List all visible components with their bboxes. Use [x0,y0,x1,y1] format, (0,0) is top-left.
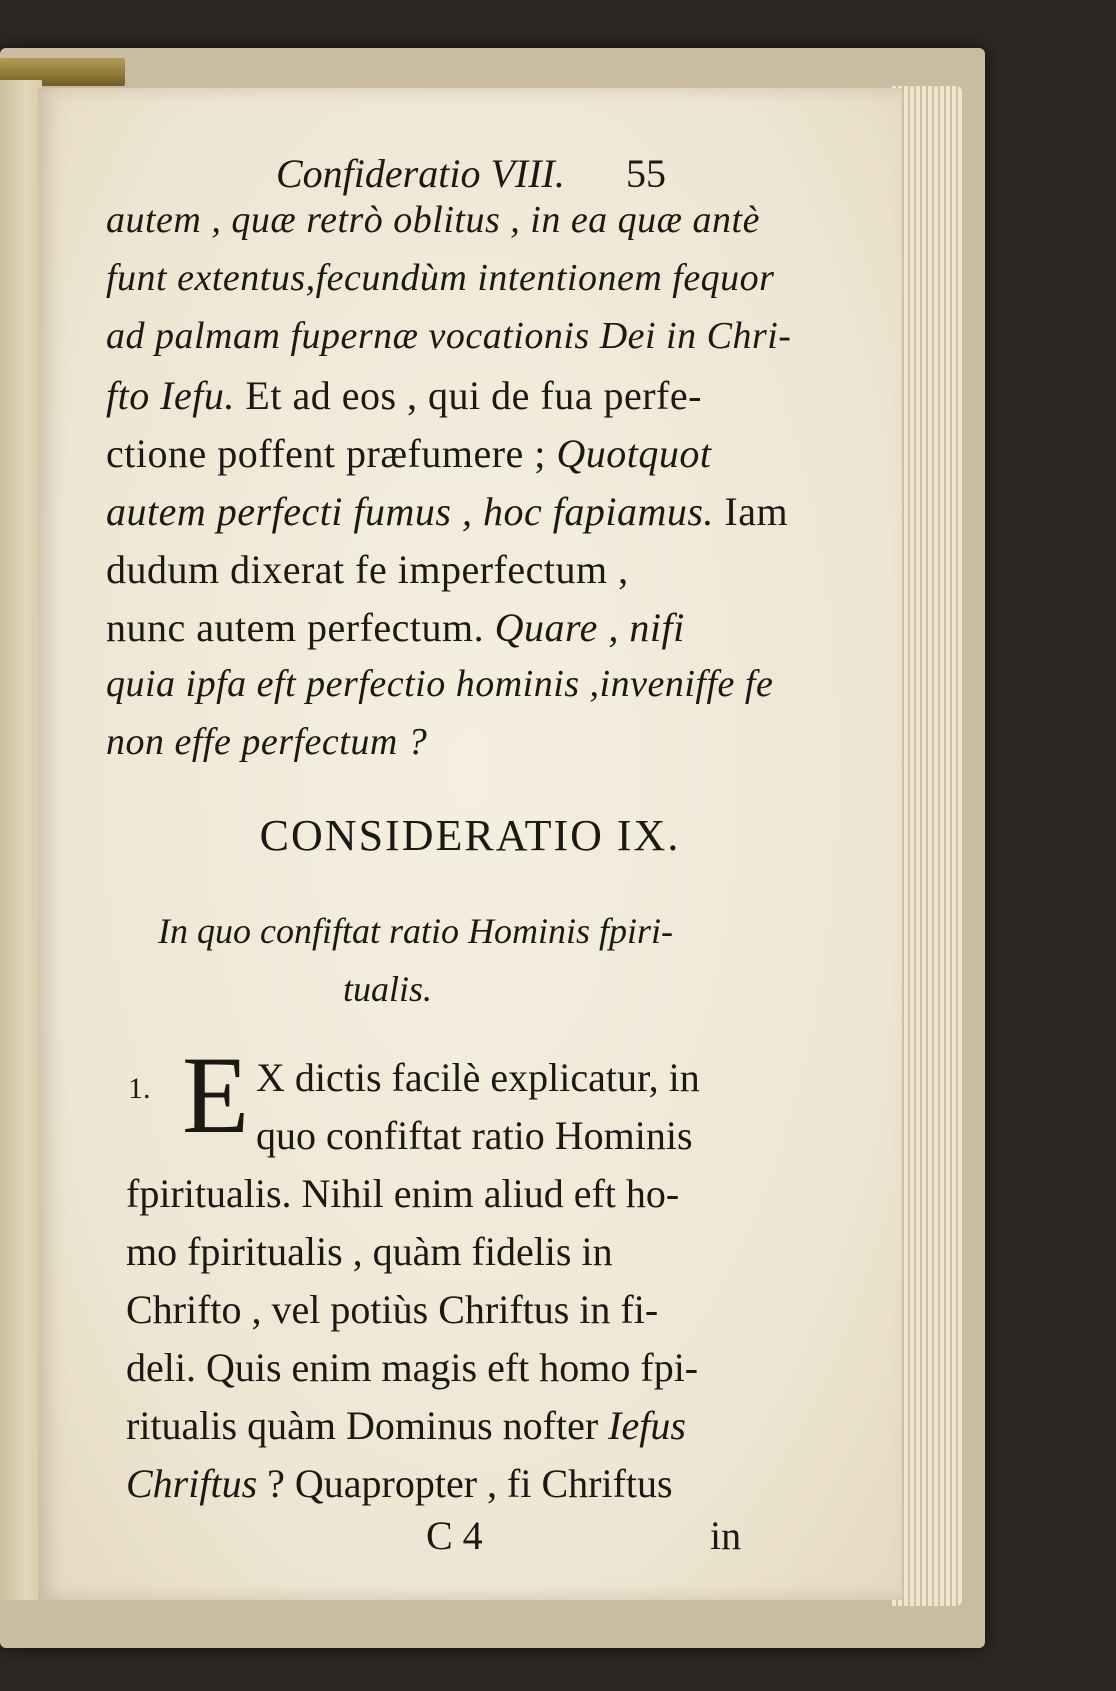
body-line-8-roman: ? Quapropter , fi Chriftus [257,1461,673,1506]
book-page [38,88,902,1600]
running-head: Confideratio VIII. [276,151,565,196]
body-line-2: quo confiftat ratio Hominis [256,1113,693,1158]
text-line-7: dudum dixerat fe imperfectum , [106,547,629,592]
body-line-7 [126,1402,686,1449]
body-line-7-roman: ritualis quàm Dominus nofter [126,1403,609,1448]
text-line-6 [106,488,788,535]
text-line-5-roman: ctione poffent præfumere ; [106,431,557,476]
text-line-1: autem , quæ retrò oblitus , in ea quæ antè [106,199,760,241]
body-line-6: deli. Quis enim magis eft homo fpi- [126,1345,699,1390]
text-line-6-roman: Iam [713,489,789,534]
drop-cap: E [182,1034,250,1156]
page-block-edges [892,86,962,1606]
text-line-10: non effe perfectum ? [106,721,428,763]
text-line-4 [106,372,702,419]
text-line-4-roman: Et ad eos , qui de fua perfe- [234,373,702,418]
page-number: 55 [626,151,666,196]
text-line-2: funt extentus,fecundùm intentionem fequor [106,257,775,299]
chapter-heading: CONSIDERATIO IX. [259,811,681,860]
body-line-7-italic: Iefus [608,1403,686,1448]
text-line-8-roman: nunc autem perfectum. [106,605,495,650]
body-line-5: Chrifto , vel potiùs Chriftus in fi- [126,1287,659,1332]
body-line-8 [126,1460,673,1507]
text-line-5 [106,430,712,477]
text-line-4-italic: fto Iefu. [106,373,235,418]
chapter-subtitle-line-1: In quo confiftat ratio Hominis fpiri- [158,911,674,951]
body-line-1: X dictis facilè explicatur, in [256,1055,700,1100]
text-line-8-italic: Quare , nifi [494,605,685,650]
body-line-8-italic: Chriftus [126,1461,258,1506]
chapter-subtitle-line-2: tualis. [343,969,433,1009]
text-line-6-italic: autem perfecti fumus , hoc fapiamus. [106,489,714,534]
text-line-5-italic: Quotquot [556,431,712,476]
signature-mark: C 4 [426,1513,483,1558]
text-line-8 [106,604,685,651]
text-line-3: ad palmam fupernæ vocationis Dei in Chri- [106,315,792,357]
text-line-9: quia ipfa eft perfectio hominis ,inveniffe fe [106,663,774,705]
facing-page-edge [0,80,42,1600]
body-line-3: fpiritualis. Nihil enim aliud eft ho- [126,1171,680,1216]
section-number: 1. [128,1072,151,1105]
catchword: in [710,1513,742,1558]
body-line-4: mo fpiritualis , quàm fidelis in [126,1229,613,1274]
